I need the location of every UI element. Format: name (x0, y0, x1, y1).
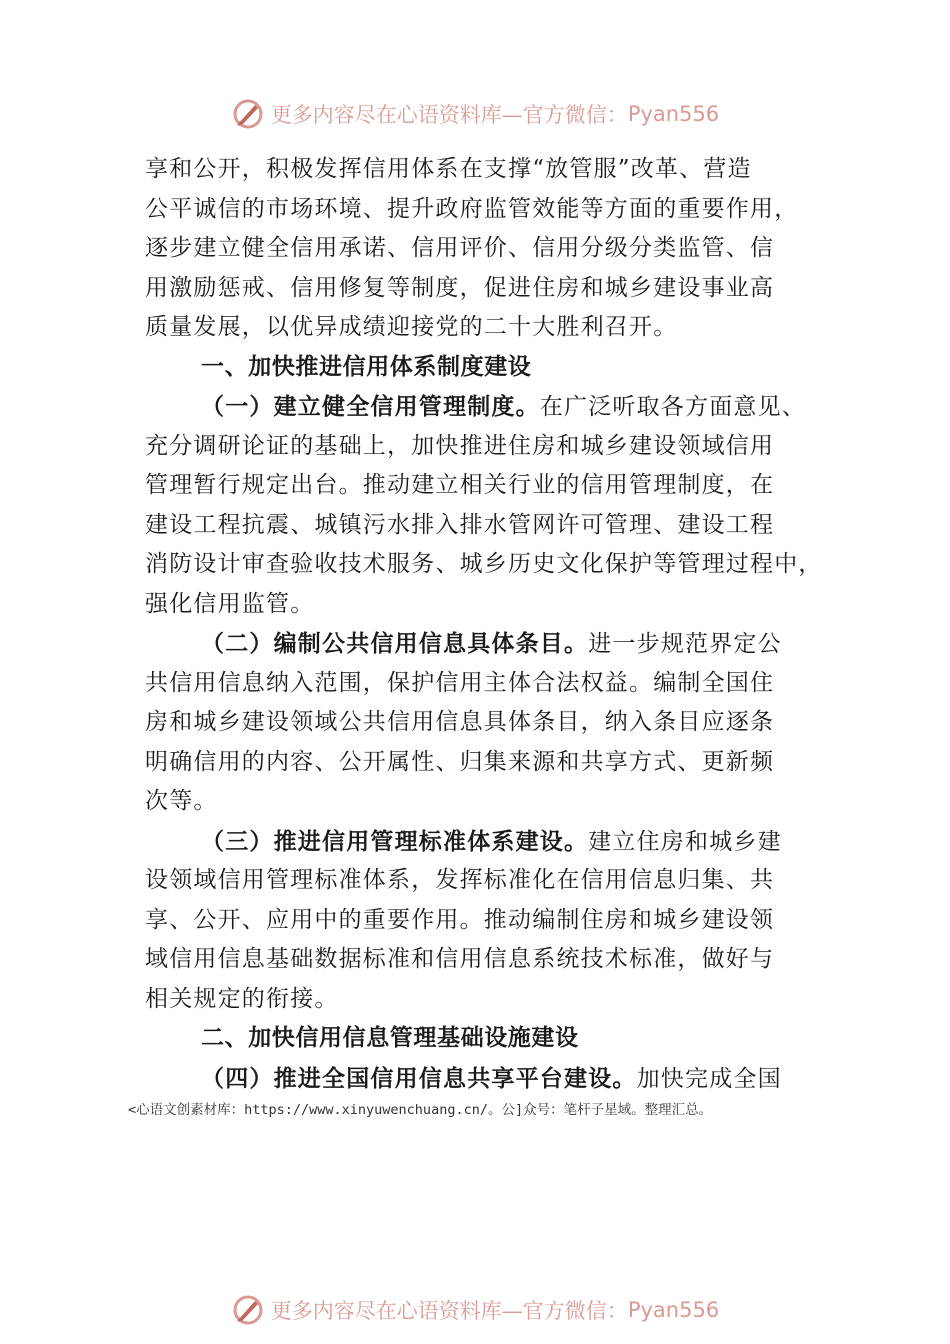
paragraph-3-first-line (145, 822, 840, 862)
text-line: 消防设计审查验收技术服务、城乡历史文化保护等管理过程中， (145, 551, 823, 577)
watermark-wechat-id: Pyan556 (627, 102, 720, 126)
subsection-title-2: （二）编制公共信用信息具体条目。 (201, 630, 589, 657)
text-span: 建立住房和城乡建 (588, 828, 782, 855)
paragraph-4-first-line (145, 1059, 840, 1099)
section-heading-2: 二、加快信用信息管理基础设施建设 (201, 1025, 579, 1051)
text-line: 管理暂行规定出台。推动建立相关行业的信用管理制度，在 (145, 472, 775, 498)
text-line: 享、公开、应用中的重要作用。推动编制住房和城乡建设领 (145, 906, 775, 933)
watermark-text: 更多内容尽在心语资料库—官方微信： (270, 103, 628, 127)
text-line: 相关规定的衔接。 (145, 985, 339, 1012)
text-line: 强化信用监管。 (145, 590, 315, 617)
text-line: 域信用信息基础数据标准和信用信息系统技术标准，做好与 (145, 946, 775, 972)
text-line: 设领域信用管理标准体系，发挥标准化在信用信息归集、共 (145, 867, 775, 893)
text-span: 加快完成全国 (636, 1065, 782, 1092)
subsection-title-1: （一）建立健全信用管理制度。 (201, 393, 540, 420)
paragraph-1-first-line (145, 387, 840, 427)
pen-circle-icon (231, 97, 265, 131)
subsection-title-4: （四）推进全国信用信息共享平台建设。 (201, 1064, 637, 1092)
pen-circle-icon (231, 1293, 265, 1327)
text-line: 用激励惩戒、信用修复等制度，促进住房和城乡建设事业高 (145, 274, 775, 301)
header-watermark (0, 92, 950, 136)
text-line: 房和城乡建设领域公共信用信息具体条目，纳入条目应逐条 (145, 709, 775, 735)
text-line: 充分调研论证的基础上，加快推进住房和城乡建设领域信用 (145, 432, 775, 459)
paragraph-2-first-line (145, 624, 840, 664)
document-body (145, 150, 840, 1098)
subsection-title-3: （三）推进信用管理标准体系建设。 (201, 827, 589, 855)
text-line: 逐步建立健全信用承诺、信用评价、信用分级分类监管、信 (145, 235, 775, 261)
footer-watermark (0, 1288, 950, 1332)
text-line: 共信用信息纳入范围，保护信用主体合法权益。编制全国住 (145, 669, 775, 696)
text-line: 明确信用的内容、公开属性、归集来源和共享方式、更新频 (145, 748, 775, 775)
source-footnote: <心语文创素材库：https://www.xinyuwenchuang.cn/。公]众号：笔杆子星域。整理汇总。 (128, 1102, 713, 1118)
watermark-text: 更多内容尽在心语资料库—官方微信： (270, 1299, 628, 1323)
text-line: 次等。 (145, 788, 218, 814)
text-line: 质量发展，以优异成绩迎接党的二十大胜利召开。 (145, 314, 678, 340)
section-heading-1: 一、加快推进信用体系制度建设 (201, 353, 532, 380)
text-line: 建设工程抗震、城镇污水排入排水管网许可管理、建设工程 (145, 511, 775, 538)
text-line: 享和公开，积极发挥信用体系在支撑“放管服”改革、营造 (145, 156, 752, 182)
text-span: 在广泛听取各方面意见、 (539, 394, 807, 420)
text-line: 公平诚信的市场环境、提升政府监管效能等方面的重要作用， (145, 195, 799, 222)
watermark-wechat-id: Pyan556 (627, 1298, 720, 1322)
text-span: 进一步规范界定公 (588, 631, 782, 657)
